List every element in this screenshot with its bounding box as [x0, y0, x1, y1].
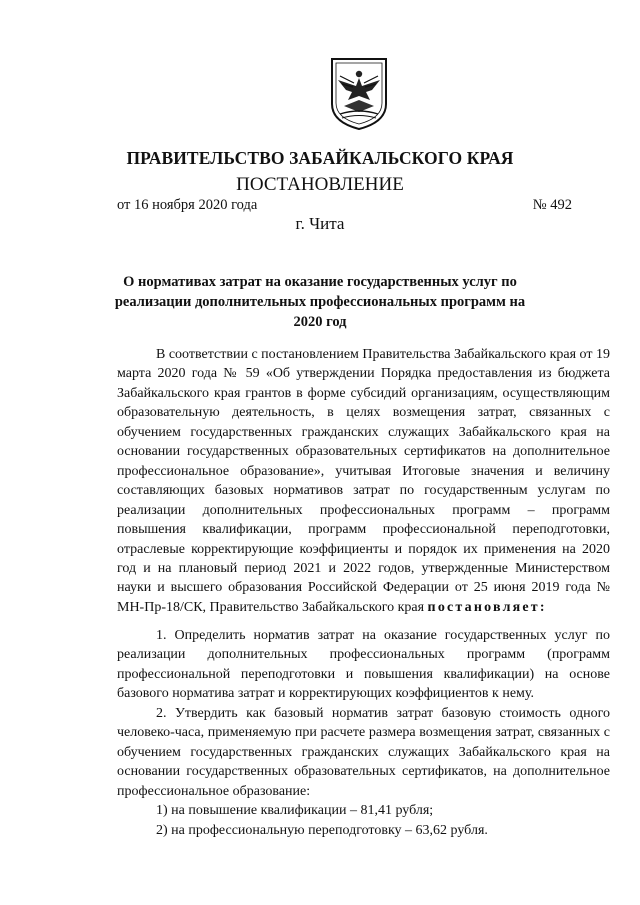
document-date: от 16 ноября 2020 года	[117, 197, 258, 213]
document-subject: О нормативах затрат на оказание государственных услуг по реализации дополнительных профессиональных программ на 2020 год	[114, 274, 526, 330]
document-number: № 492	[532, 197, 572, 213]
resolution-items	[117, 626, 610, 840]
preamble-text: В соответствии с постановлением Правительства Забайкальского края от 19 марта 2020 года № 59 «Об утверждении Порядка предоставления из бюджета Забайкальского края грантов в форме субсидий организациям, осуществляющим образовательную деятельность, в целях возмещения затрат, связанных с обучением государственных гражданских служащих Забайкальского края на основании государственных образовательных сертификатов на дополнительное профессиональное образование», учитывая Итоговые значения и величину составляющих базовых нормативов затрат по государственным услугам по реализации дополнительных профессиональных программ – программ повышения квалификации, программ профессиональной переподготовки, отраслевые корректирующие коэффициенты и порядок их применения на 2020 год и на плановый период 2021 и 2022 годов, утвержденные Министерством науки и высшего образования Российской Федерации от 25 июня 2019 года № МН-Пр-18/СК, Правительство Забайкальского края	[117, 347, 610, 615]
document-city: г. Чита	[295, 214, 345, 233]
coat-of-arms-emblem	[328, 56, 390, 132]
preamble-paragraph	[117, 345, 610, 617]
item-2-subitem-1: 1) на повышение квалификации – 81,41 рубля;	[156, 803, 434, 819]
government-title: ПРАВИТЕЛЬСТВО ЗАБАЙКАЛЬСКОГО КРАЯ	[126, 148, 514, 168]
item-2-subitem-2: 2) на профессиональную переподготовку – 63,62 рубля.	[156, 822, 488, 838]
item-2: 2. Утвердить как базовый норматив затрат базовую стоимость одного человеко-часа, применяемую при расчете размера возмещения затрат, связанных с обучением государственных гражданских служащих Забайкальского края на основании государственных образовательных сертификатов, на дополнительное профессиональное образование:	[117, 705, 610, 799]
document-type: ПОСТАНОВЛЕНИЕ	[236, 174, 404, 195]
preamble	[117, 345, 610, 617]
resolves-word: постановляет:	[427, 599, 547, 615]
item-1: 1. Определить норматив затрат на оказание государственных услуг по реализации дополнительных профессиональных программ (программ профессиональной переподготовки и повышения квалификации) на основе базового норматива затрат и корректирующих коэффициентов к нему.	[117, 628, 610, 702]
